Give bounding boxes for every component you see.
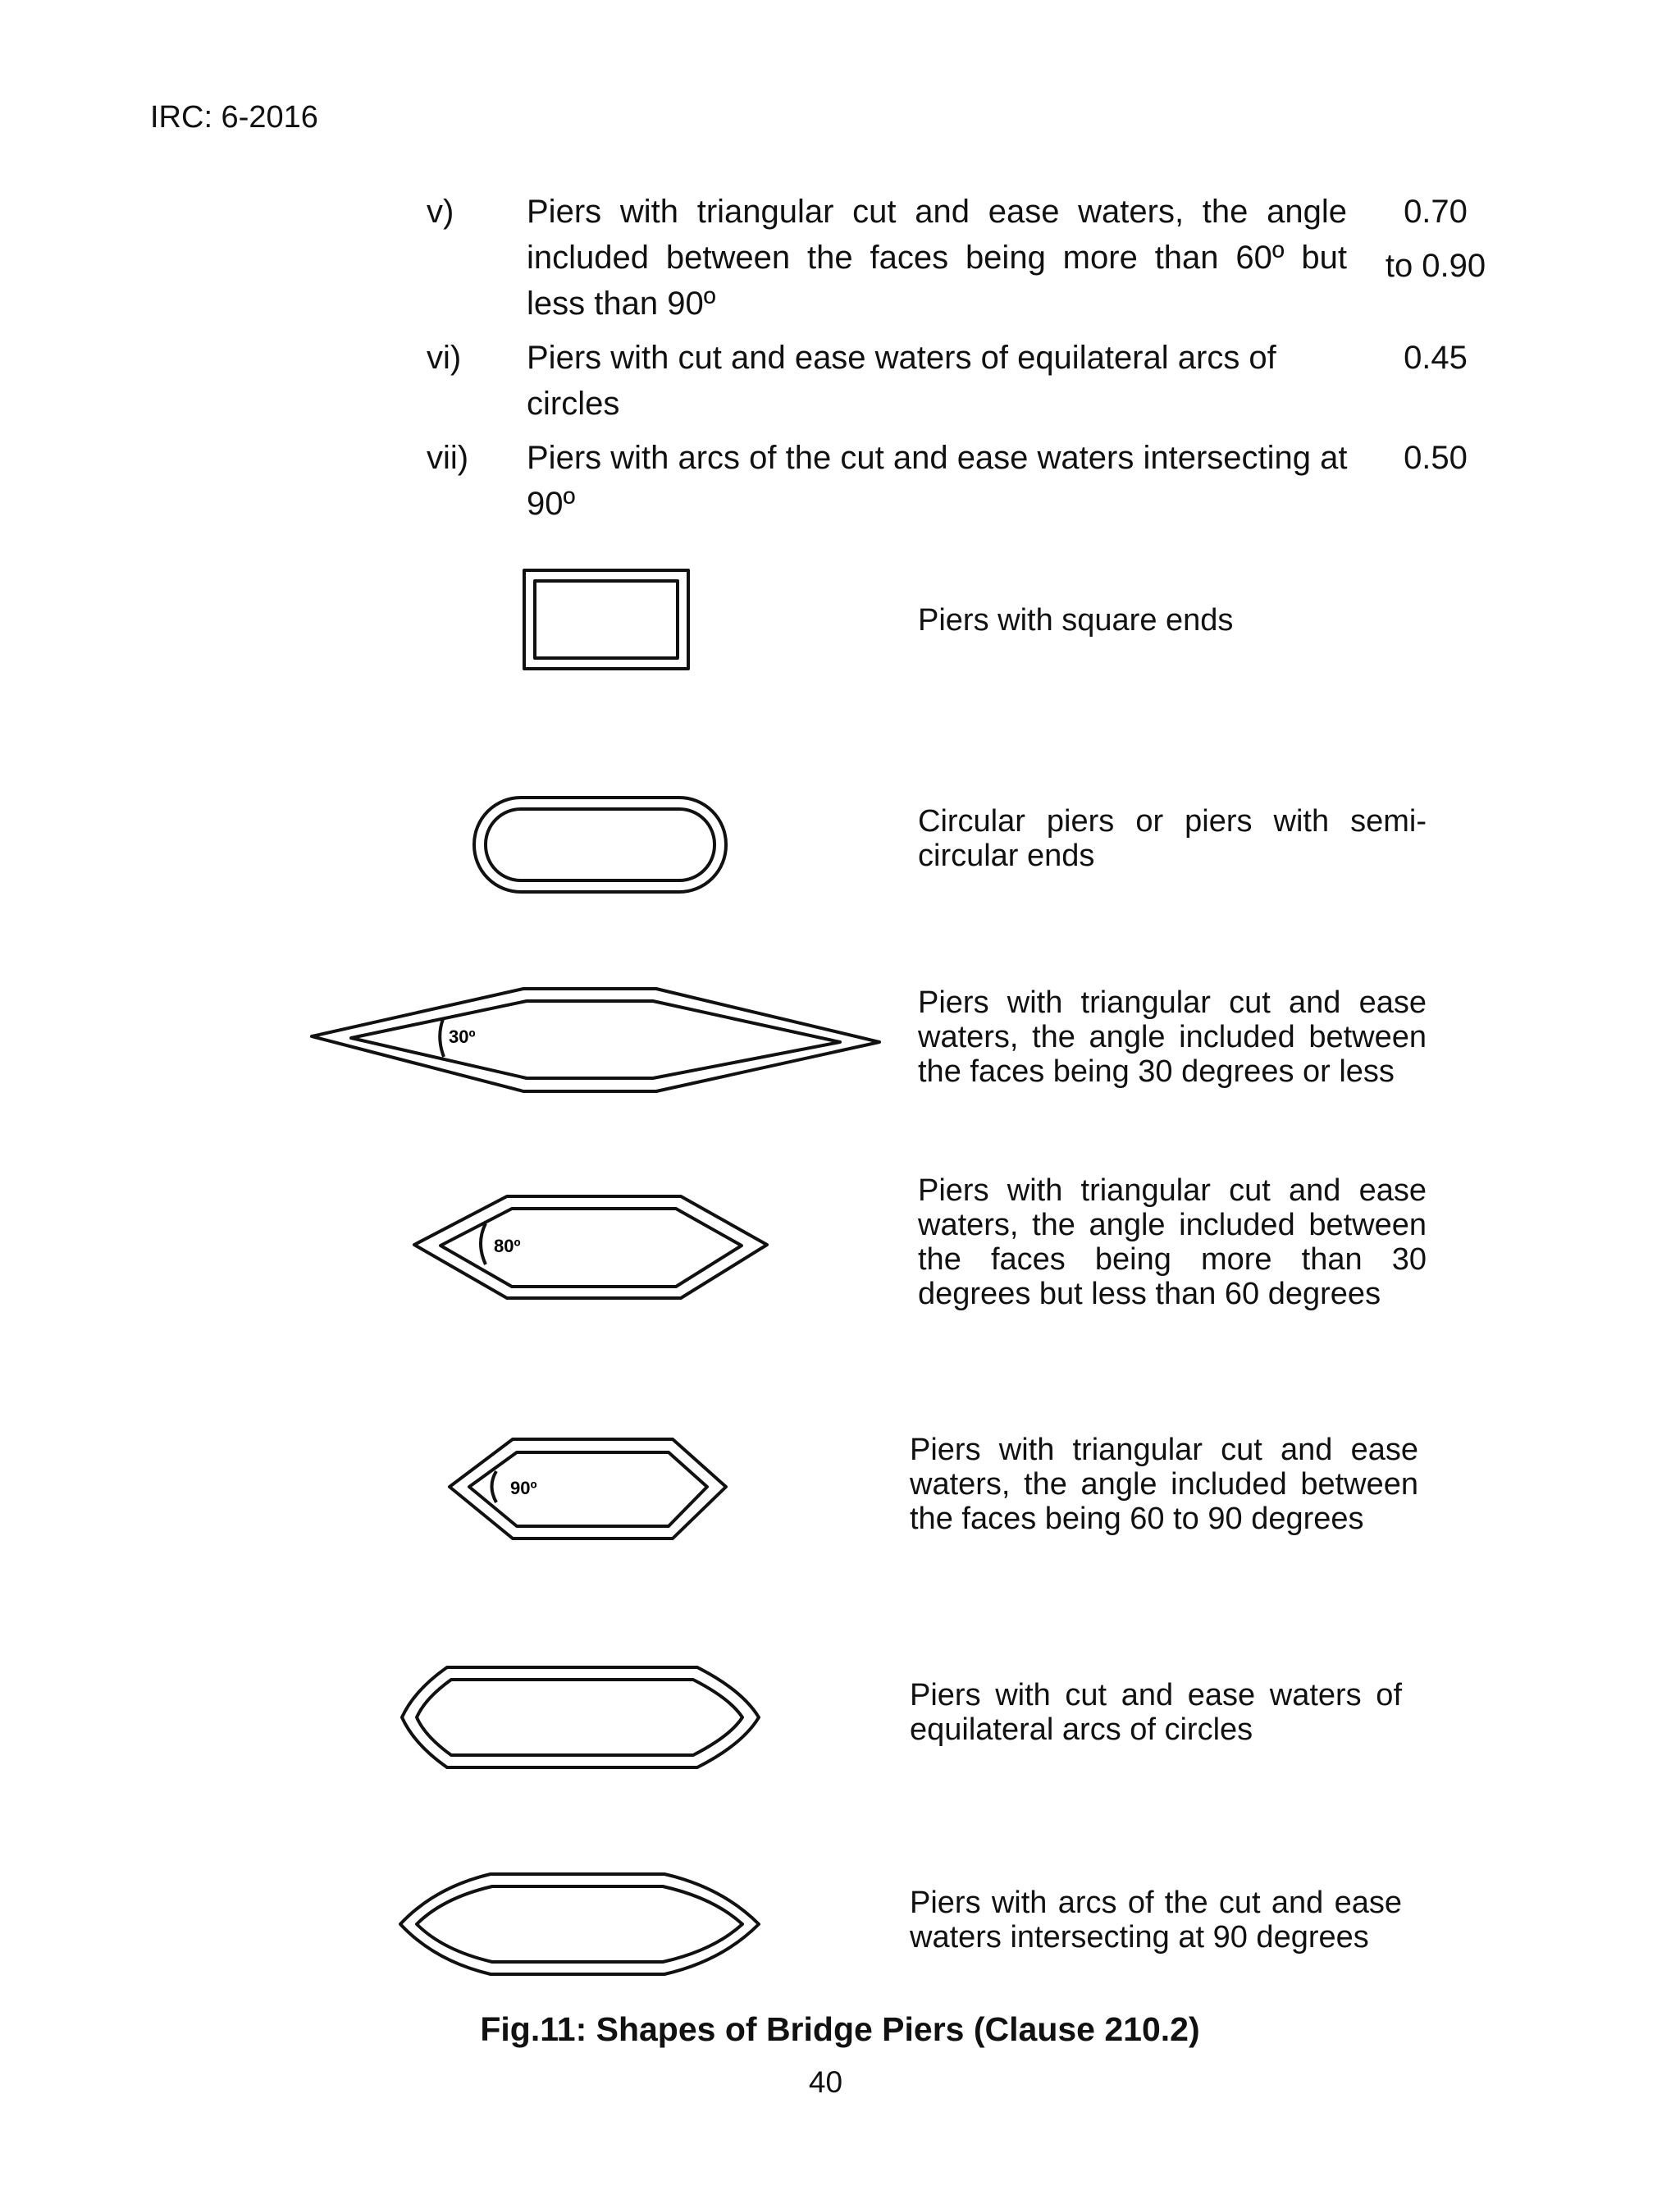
- square-pier-shape: [524, 570, 688, 669]
- equilateral-arc-pier-shape: [402, 1667, 759, 1767]
- clause-number: v): [427, 194, 454, 230]
- clause-value-range: to 0.90: [1385, 248, 1486, 284]
- arc-90-pier-shape: [400, 1874, 759, 1974]
- angle-label-90: 90º: [510, 1478, 537, 1498]
- shape-label-triangular-30: Piers with triangular cut and ease waters, the angle included between the faces being 30 degrees or less: [918, 985, 1427, 1089]
- triangular-30-pier-shape: [312, 989, 879, 1091]
- shape-label-arcs-90: Piers with arcs of the cut and ease waters intersecting at 90 degrees: [910, 1886, 1402, 1955]
- clause-number: vi): [427, 340, 462, 376]
- shape-label-equilateral-arcs: Piers with cut and ease waters of equilateral arcs of circles: [910, 1678, 1402, 1747]
- document-header: IRC: 6-2016: [150, 100, 318, 135]
- triangular-80-pier-shape: [414, 1196, 767, 1298]
- shape-label-triangular-60-90: Piers with triangular cut and ease waters, the angle included between the faces being 60 to 90 degrees: [910, 1433, 1418, 1536]
- circular-pier-shape: [474, 798, 726, 892]
- clause-value: 0.50: [1404, 440, 1468, 476]
- figure-caption: Fig.11: Shapes of Bridge Piers (Clause 210.2): [480, 2010, 1200, 2048]
- clause-text: Piers with cut and ease waters of equilateral arcs of circles: [527, 340, 1276, 422]
- clause-value: 0.70: [1404, 194, 1468, 230]
- clause-number: vii): [427, 440, 469, 476]
- clause-text: Piers with arcs of the cut and ease waters intersecting at 90º: [527, 440, 1348, 522]
- shape-label-triangular-30-60: Piers with triangular cut and ease waters, the angle included between the faces being more than 30 degrees but less than 60 degrees: [918, 1173, 1427, 1311]
- angle-label-30: 30º: [449, 1026, 476, 1047]
- triangular-90-pier-shape: [450, 1439, 726, 1538]
- clause-text: Piers with triangular cut and ease waters, the angle included between the faces being more than 60º but less than 90º: [527, 194, 1347, 322]
- shape-label-square: Piers with square ends: [918, 603, 1234, 638]
- page-number: 40: [808, 2065, 843, 2099]
- angle-label-80: 80º: [494, 1236, 521, 1256]
- clause-value: 0.45: [1404, 340, 1468, 376]
- shape-label-circular: Circular piers or piers with semi-circular ends: [918, 804, 1427, 873]
